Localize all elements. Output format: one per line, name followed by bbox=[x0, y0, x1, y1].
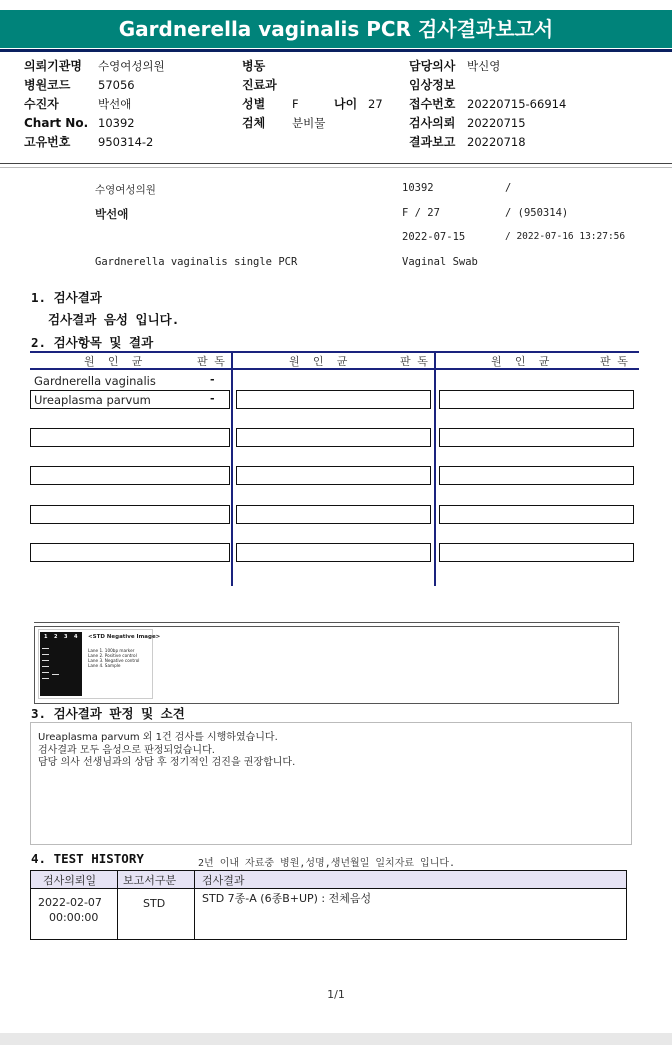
page-number: 1/1 bbox=[327, 988, 345, 1001]
info-value-sex: F bbox=[292, 97, 299, 111]
info-value-hospital: 수영여성의원 bbox=[98, 59, 165, 73]
grid-header-judgment: 판 독 bbox=[400, 355, 428, 368]
gel-band bbox=[42, 648, 49, 649]
summary-test-name: Gardnerella vaginalis single PCR bbox=[95, 256, 298, 268]
info-label: 고유번호 bbox=[24, 135, 71, 149]
info-value-hospital-code: 57056 bbox=[98, 78, 135, 92]
info-value-specimen: 분비물 bbox=[292, 116, 326, 130]
gel-band bbox=[52, 674, 59, 675]
grid-header-judgment: 판 독 bbox=[600, 355, 628, 368]
info-value-unique-id: 950314-2 bbox=[98, 135, 154, 149]
grid-cell bbox=[30, 543, 230, 562]
summary-chart: 10392 bbox=[402, 182, 434, 194]
info-divider bbox=[0, 163, 672, 164]
info-label: 임상정보 bbox=[409, 78, 456, 92]
comment-line: Ureaplasma parvum 외 1건 검사를 시행하였습니다. bbox=[38, 732, 278, 743]
grid-cell bbox=[30, 466, 230, 485]
grid-item-name: Ureaplasma parvum bbox=[34, 393, 151, 407]
grid-cell bbox=[439, 543, 634, 562]
history-header-result: 검사결과 bbox=[202, 874, 245, 887]
gel-band bbox=[42, 672, 49, 673]
section-3-title: 3. 검사결과 판정 및 소견 bbox=[31, 706, 185, 721]
info-label-age: 나이 bbox=[334, 97, 358, 111]
gel-legend-line: Lane 4. Sample bbox=[88, 663, 121, 668]
info-label: Chart No. bbox=[24, 116, 89, 130]
history-table-header bbox=[30, 870, 627, 889]
gel-legend-line: Lane 1. 100bp marker bbox=[88, 648, 135, 653]
section-2-title: 2. 검사항목 및 결과 bbox=[31, 335, 154, 350]
grid-header-pathogen: 원 인 균 bbox=[289, 355, 348, 368]
gel-lane-number: 3 bbox=[64, 634, 68, 640]
image-top-line bbox=[34, 622, 620, 623]
history-column-divider bbox=[117, 870, 118, 940]
summary-hospital: 수영여성의원 bbox=[95, 184, 156, 196]
grid-cell bbox=[236, 390, 431, 409]
gel-band bbox=[42, 660, 49, 661]
summary-receipt-date: 2022-07-15 bbox=[402, 231, 466, 243]
report-title: Gardnerella vaginalis PCR 검사결과보고서 bbox=[0, 10, 672, 48]
grid-cell bbox=[30, 428, 230, 447]
footer-bar bbox=[0, 1033, 672, 1045]
info-label: 병동 bbox=[242, 59, 266, 73]
info-label: 진료과 bbox=[242, 78, 277, 92]
info-left-column bbox=[24, 57, 165, 152]
grid-cell bbox=[236, 466, 431, 485]
history-header-line bbox=[30, 888, 627, 889]
info-label: 의뢰기관명 bbox=[24, 59, 82, 73]
info-label: 성별 bbox=[242, 97, 266, 111]
grid-cell bbox=[236, 505, 431, 524]
summary-specimen: Vaginal Swab bbox=[402, 256, 478, 268]
info-value-report-date: 20220718 bbox=[467, 135, 526, 149]
gel-band bbox=[42, 678, 49, 679]
grid-cell bbox=[439, 466, 634, 485]
grid-cell bbox=[439, 390, 634, 409]
info-value-request-date: 20220715 bbox=[467, 116, 526, 130]
summary-slash: / bbox=[505, 182, 512, 194]
grid-header-pathogen: 원 인 균 bbox=[491, 355, 550, 368]
gel-electrophoresis-picture bbox=[40, 632, 82, 696]
grid-cell bbox=[236, 543, 431, 562]
info-divider-shadow bbox=[0, 167, 672, 168]
gel-image-title: <STD Negative Image> bbox=[88, 634, 161, 640]
history-row-result: STD 7종-A (6종B+UP) : 전체음성 bbox=[202, 892, 372, 905]
info-label: 병원코드 bbox=[24, 78, 71, 92]
gel-legend-line: Lane 2. Positive control bbox=[88, 653, 137, 658]
grid-cell bbox=[30, 505, 230, 524]
summary-report-datetime: / 2022-07-16 13:27:56 bbox=[505, 231, 626, 242]
comment-line: 검사결과 모두 음성으로 판정되었습니다. bbox=[38, 745, 215, 756]
grid-column-divider bbox=[231, 351, 233, 586]
info-value-doctor: 박신영 bbox=[467, 59, 501, 73]
grid-cell bbox=[439, 505, 634, 524]
summary-id: / (950314) bbox=[505, 207, 569, 219]
gel-legend-line: Lane 3. Negative control bbox=[88, 658, 140, 663]
info-label: 검체 bbox=[242, 116, 266, 130]
comment-line: 담당 의사 선생님과의 상담 후 정기적인 검진을 권장합니다. bbox=[38, 757, 296, 768]
grid-item-result: - bbox=[210, 392, 215, 405]
info-label: 접수번호 bbox=[409, 97, 456, 111]
info-middle-column bbox=[242, 57, 383, 133]
grid-cell bbox=[439, 428, 634, 447]
history-note: 2년 이내 자료중 병원,성명,생년월일 일치자료 입니다. bbox=[198, 858, 456, 869]
section-4-title: 4. TEST HISTORY bbox=[31, 851, 144, 866]
history-column-divider bbox=[194, 870, 195, 940]
history-header-date: 검사의뢰일 bbox=[43, 874, 97, 887]
info-label: 수진자 bbox=[24, 97, 59, 111]
history-header-type: 보고서구분 bbox=[123, 874, 177, 887]
summary-patient: 박선애 bbox=[95, 207, 129, 221]
history-row-type: STD bbox=[143, 897, 166, 910]
summary-sex-age: F / 27 bbox=[402, 207, 440, 219]
gel-lane-number: 2 bbox=[54, 634, 58, 640]
info-label: 검사의뢰 bbox=[409, 116, 456, 130]
info-label: 결과보고 bbox=[409, 135, 456, 149]
section-1-title: 1. 검사결과 bbox=[31, 290, 102, 305]
section-1-result-text: 검사결과 음성 입니다. bbox=[48, 312, 180, 327]
history-row-date: 2022-02-07 bbox=[38, 896, 102, 909]
gel-band bbox=[42, 654, 49, 655]
info-value-age: 27 bbox=[368, 97, 383, 111]
info-value-patient: 박선애 bbox=[98, 97, 132, 111]
gel-band bbox=[42, 666, 49, 667]
info-value-chart-no: 10392 bbox=[98, 116, 135, 130]
grid-column-divider bbox=[434, 351, 436, 586]
grid-header-pathogen: 원 인 균 bbox=[84, 355, 143, 368]
info-value-receipt-no: 20220715-66914 bbox=[467, 97, 567, 111]
grid-item-name: Gardnerella vaginalis bbox=[34, 374, 156, 388]
history-row-time: 00:00:00 bbox=[49, 911, 99, 924]
gel-lane-number: 1 bbox=[44, 634, 48, 640]
info-right-column bbox=[409, 57, 566, 152]
grid-cell bbox=[236, 428, 431, 447]
info-label: 담당의사 bbox=[409, 59, 456, 73]
grid-item-result: - bbox=[210, 373, 215, 386]
header-divider bbox=[0, 49, 672, 52]
gel-lane-number: 4 bbox=[74, 634, 78, 640]
grid-header-judgment: 판 독 bbox=[197, 355, 225, 368]
